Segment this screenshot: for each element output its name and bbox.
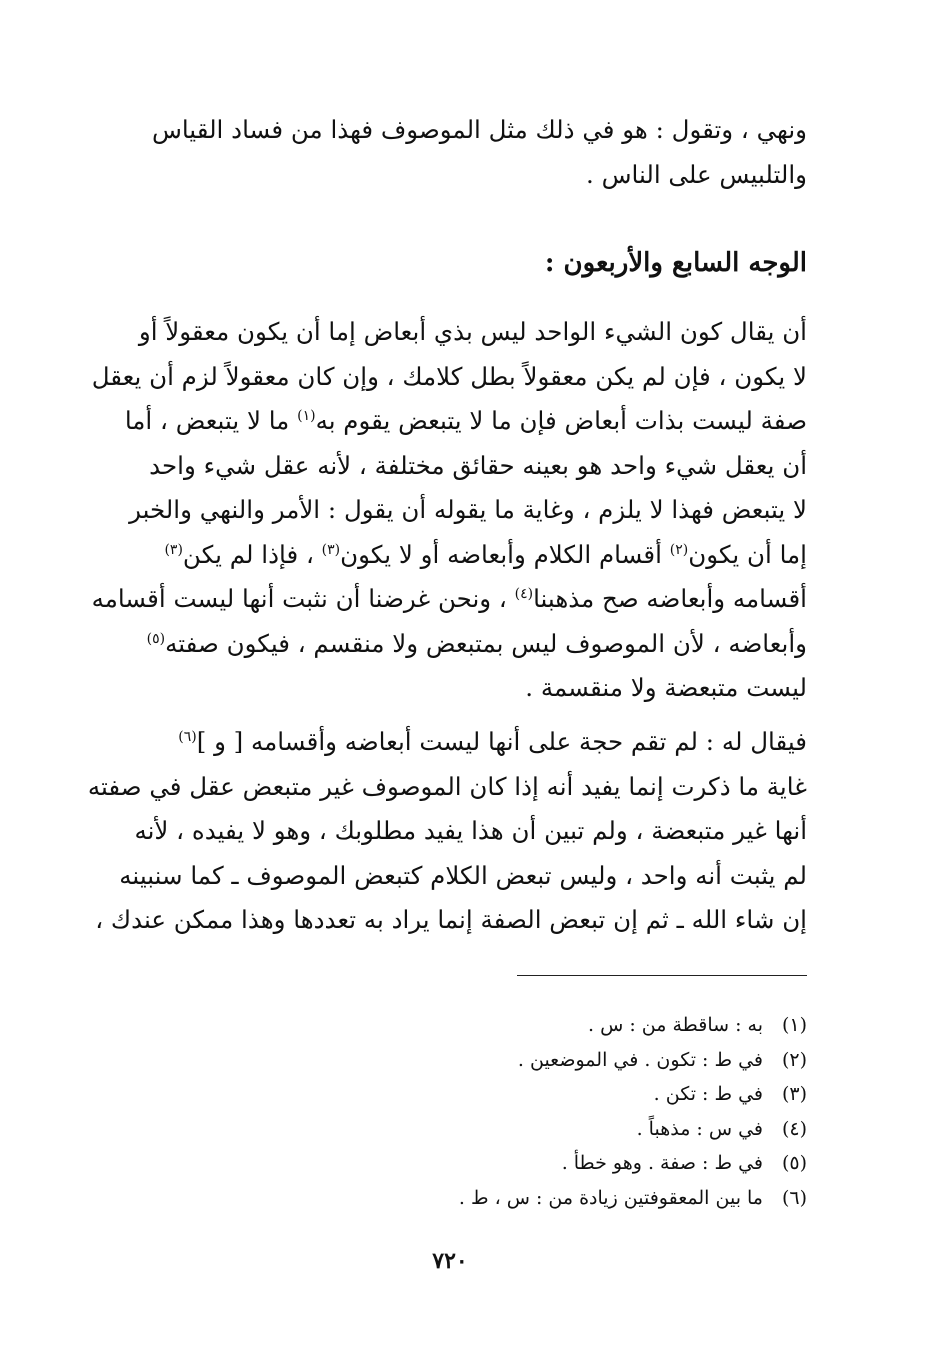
footnote-ref: (٣)	[321, 541, 341, 558]
footnotes	[307, 1008, 807, 1215]
footnote-text: في ط : تكن .	[653, 1083, 763, 1105]
text-line: أن يعقل شيء واحد هو بعينه حقائق مختلفة ، لأنه عقل شيء واحد	[149, 450, 807, 480]
text-segment: وأبعاضه ، لأن الموصوف ليس بمتبعض ولا منقسم ، فيكون صفته	[165, 628, 807, 658]
text-segment: فيقال له : لم تقم حجة على أنها ليست أبعاضه وأقسامه [ و ]	[196, 727, 807, 756]
text-segment: ، فإذا لم يكن	[182, 539, 322, 569]
text-line	[132, 533, 807, 578]
footnote-text: في ط : صفة . وهو خطأ .	[561, 1152, 763, 1174]
footnote	[307, 1112, 807, 1147]
text-line	[124, 399, 807, 444]
footnote-number: (٤)	[781, 1117, 807, 1140]
footnote-number: (١)	[781, 1014, 807, 1036]
text-segment: أقسامه وأبعاضه صح مذهبنا	[533, 584, 807, 613]
text-line: ونهي ، وتقول : هو في ذلك مثل الموصوف فهذا من فساد القياس	[151, 115, 807, 144]
text-segment: ما لا يتبعض ، أما	[124, 406, 298, 435]
footnote-text: في س : مذهباً .	[636, 1117, 763, 1140]
page-number: ٧٢٠	[432, 1248, 468, 1274]
text-line	[132, 622, 807, 667]
footnote-ref: (٥)	[146, 630, 166, 647]
footnote	[307, 1008, 807, 1043]
text-segment: إما أن يكون	[688, 539, 807, 569]
footnote-ref: (٣)	[164, 541, 183, 558]
text-line: غاية ما ذكرت إنما يفيد أنه إذا كان الموصوف غير متبعض عقل في صفته	[87, 771, 807, 801]
paragraph-1	[132, 108, 807, 197]
text-line	[91, 577, 807, 622]
footnote-number: (٦)	[781, 1186, 807, 1209]
footnote-text: ما بين المعقوفتين زيادة من : س ، ط .	[458, 1186, 763, 1209]
paragraph-2	[91, 310, 807, 711]
text-line: والتلبيس على الناس .	[586, 159, 807, 189]
text-segment: أقسام الكلام وأبعاضه أو لا يكون	[340, 539, 670, 569]
text-line: إن شاء الله ـ ثم إن تبعض الصفة إنما يراد به تعددها وهذا ممكن عندك ،	[95, 905, 807, 934]
section-heading: الوجه السابع والأربعون :	[544, 248, 807, 278]
footnote	[307, 1181, 807, 1216]
text-line: لا يتبعض فهذا لا يلزم ، وغاية ما يقوله أن يقول : الأمر والنهي والخبر	[129, 495, 807, 524]
footnote	[307, 1043, 807, 1078]
text-segment: صفة ليست بذات أبعاض فإن ما لا يتبعض يقوم به	[315, 406, 807, 435]
footnote-text: به : ساقطة من : س .	[588, 1014, 763, 1036]
text-line: ليست متبعضة ولا منقسمة .	[525, 673, 807, 702]
footnote-ref: (٢)	[669, 541, 689, 558]
footnote-ref: (٤)	[514, 585, 534, 602]
text-line: لم يثبت أنه واحد ، وليس تبعض الكلام كتبعض الموصوف ـ كما سنبينه	[119, 860, 807, 890]
text-line: أنها غير متبعضة ، ولم تبين أن هذا يفيد مطلوبك ، وهو لا يفيده ، لأنه	[134, 816, 807, 845]
footnote-number: (٥)	[781, 1152, 807, 1174]
footnote-ref: (٦)	[178, 728, 197, 745]
footnote-text: في ط : تكون . في الموضعين .	[517, 1048, 763, 1071]
footnote-separator	[517, 975, 807, 976]
text-segment: ، ونحن غرضنا أن نثبت أنها ليست أقسامه	[91, 584, 515, 613]
footnote-number: (٢)	[781, 1048, 807, 1071]
footnote-ref: (١)	[297, 407, 316, 424]
paragraph-3	[87, 720, 807, 943]
text-line	[132, 720, 807, 765]
footnote	[307, 1146, 807, 1181]
text-line: أن يقال كون الشيء الواحد ليس بذي أبعاض إما أن يكون معقولاً أو	[138, 317, 807, 346]
text-line: لا يكون ، فإن لم يكن معقولاً بطل كلامك ، وإن كان معقولاً لزم أن يعقل	[91, 361, 807, 391]
footnote	[307, 1077, 807, 1112]
footnote-number: (٣)	[781, 1083, 807, 1105]
